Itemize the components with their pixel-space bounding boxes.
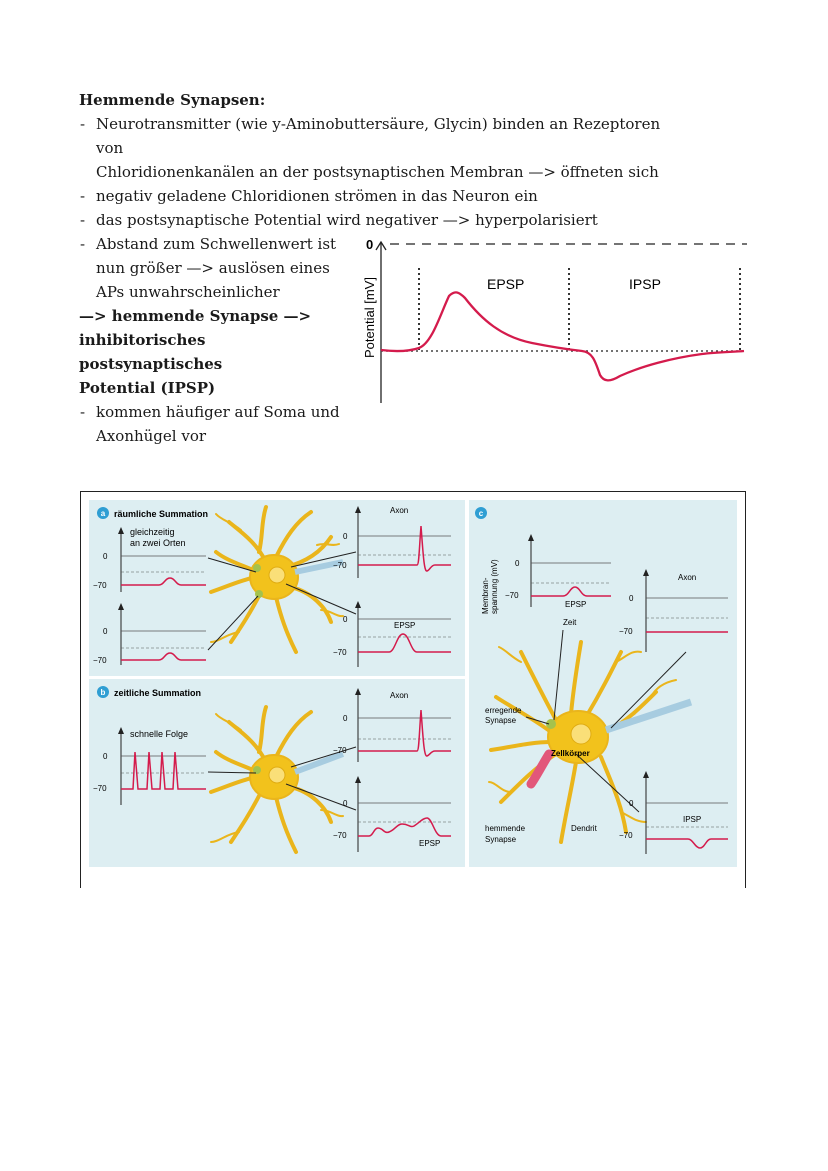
erregende-label: erregende (485, 706, 522, 715)
dendrit-label: Dendrit (571, 824, 597, 833)
axis-label: 0 (103, 552, 108, 561)
panel-a-title: räumliche Summation (114, 509, 209, 519)
axis-label: 0 (103, 627, 108, 636)
panel-a-note: an zwei Orten (130, 538, 186, 548)
psp-zero-label: 0 (366, 237, 374, 252)
axon-label: Axon (390, 506, 409, 515)
axis-label: −70 (93, 581, 107, 590)
note-line: - kommen häufiger auf Soma und (96, 403, 340, 421)
axis-label: −70 (333, 746, 347, 755)
axis-label: 0 (629, 594, 634, 603)
psp-ipsp-label: IPSP (629, 276, 661, 292)
panel-b-note: schnelle Folge (130, 729, 189, 739)
axis-label: 0 (343, 615, 348, 624)
axis-label: 0 (103, 752, 108, 761)
note-line: Chloridionenkanälen an der postsynaptischen Membran —> öffneten sich (96, 163, 659, 181)
note-line: —> hemmende Synapse —> (79, 307, 312, 325)
psp-trace (381, 292, 744, 380)
axis-label: −70 (93, 784, 107, 793)
hemmende-label: hemmende (485, 824, 526, 833)
axis-label: 0 (343, 799, 348, 808)
neuron-a-nucleus (269, 567, 285, 583)
axis-label: −70 (333, 648, 347, 657)
time-label: Zeit (563, 618, 577, 627)
hemmende-label: Synapse (485, 835, 517, 844)
note-line: inhibitorisches postsynaptisches (79, 331, 223, 373)
axis-label: 0 (629, 799, 634, 808)
note-line: Potential (IPSP) (79, 379, 216, 397)
panel-c-ylabel: spannung (mV) (490, 559, 499, 614)
axis-label: −70 (619, 831, 633, 840)
synapse-dot (253, 564, 261, 572)
note-item (79, 112, 679, 184)
zellkoerper-label: Zellkörper (551, 749, 590, 758)
note-line: - Neurotransmitter (wie y-Aminobuttersäure, Glycin) binden an Rezeptoren von (96, 115, 661, 157)
psp-y-label: Potential [mV] (362, 277, 377, 358)
panel-b-title: zeitliche Summation (114, 688, 202, 698)
note-item (79, 208, 679, 232)
axon-label: Axon (678, 573, 697, 582)
summation-figure-svg (81, 492, 745, 888)
epsp-label: EPSP (565, 600, 587, 609)
neuron-b-nucleus (269, 767, 285, 783)
epsp-label: EPSP (419, 839, 441, 848)
axis-label: 0 (515, 559, 520, 568)
axis-label: −70 (619, 627, 633, 636)
note-item (79, 184, 679, 208)
note-line: nun größer —> auslösen eines (96, 259, 330, 277)
axis-label: −70 (333, 831, 347, 840)
note-line: negativ geladene Chloridionen strömen in das Neuron ein (96, 187, 538, 205)
synapse-dot (255, 590, 263, 598)
note-line: Axonhügel vor (96, 427, 207, 445)
psp-epsp-label: EPSP (487, 276, 525, 292)
panel-a-note: gleichzeitig (130, 527, 175, 537)
epsp-label: EPSP (394, 621, 416, 630)
panel-a-letter: a (100, 509, 106, 518)
panel-c-ylabel: Membran- (481, 577, 490, 614)
axis-label: −70 (505, 591, 519, 600)
axis-label: −70 (93, 656, 107, 665)
notes-title: Hemmende Synapsen: (79, 91, 266, 109)
erregende-label: Synapse (485, 716, 517, 725)
note-line: - Abstand zum Schwellenwert ist (96, 235, 337, 253)
note-item (79, 400, 356, 448)
neuron-c-nucleus (571, 724, 591, 744)
axis-label: −70 (333, 561, 347, 570)
note-line: das postsynaptische Potential wird negativer —> hyperpolarisiert (96, 211, 598, 229)
conclusion (79, 304, 339, 400)
panel-c-letter: c (478, 509, 484, 518)
axis-label: 0 (343, 532, 348, 541)
note-item (79, 232, 356, 304)
summation-figure (80, 491, 746, 888)
panel-b-letter: b (100, 688, 106, 697)
ipsp-label: IPSP (683, 815, 702, 824)
note-line: APs unwahrscheinlicher (96, 283, 280, 301)
axon-label: Axon (390, 691, 409, 700)
psp-chart (352, 230, 752, 410)
axis-label: 0 (343, 714, 348, 723)
